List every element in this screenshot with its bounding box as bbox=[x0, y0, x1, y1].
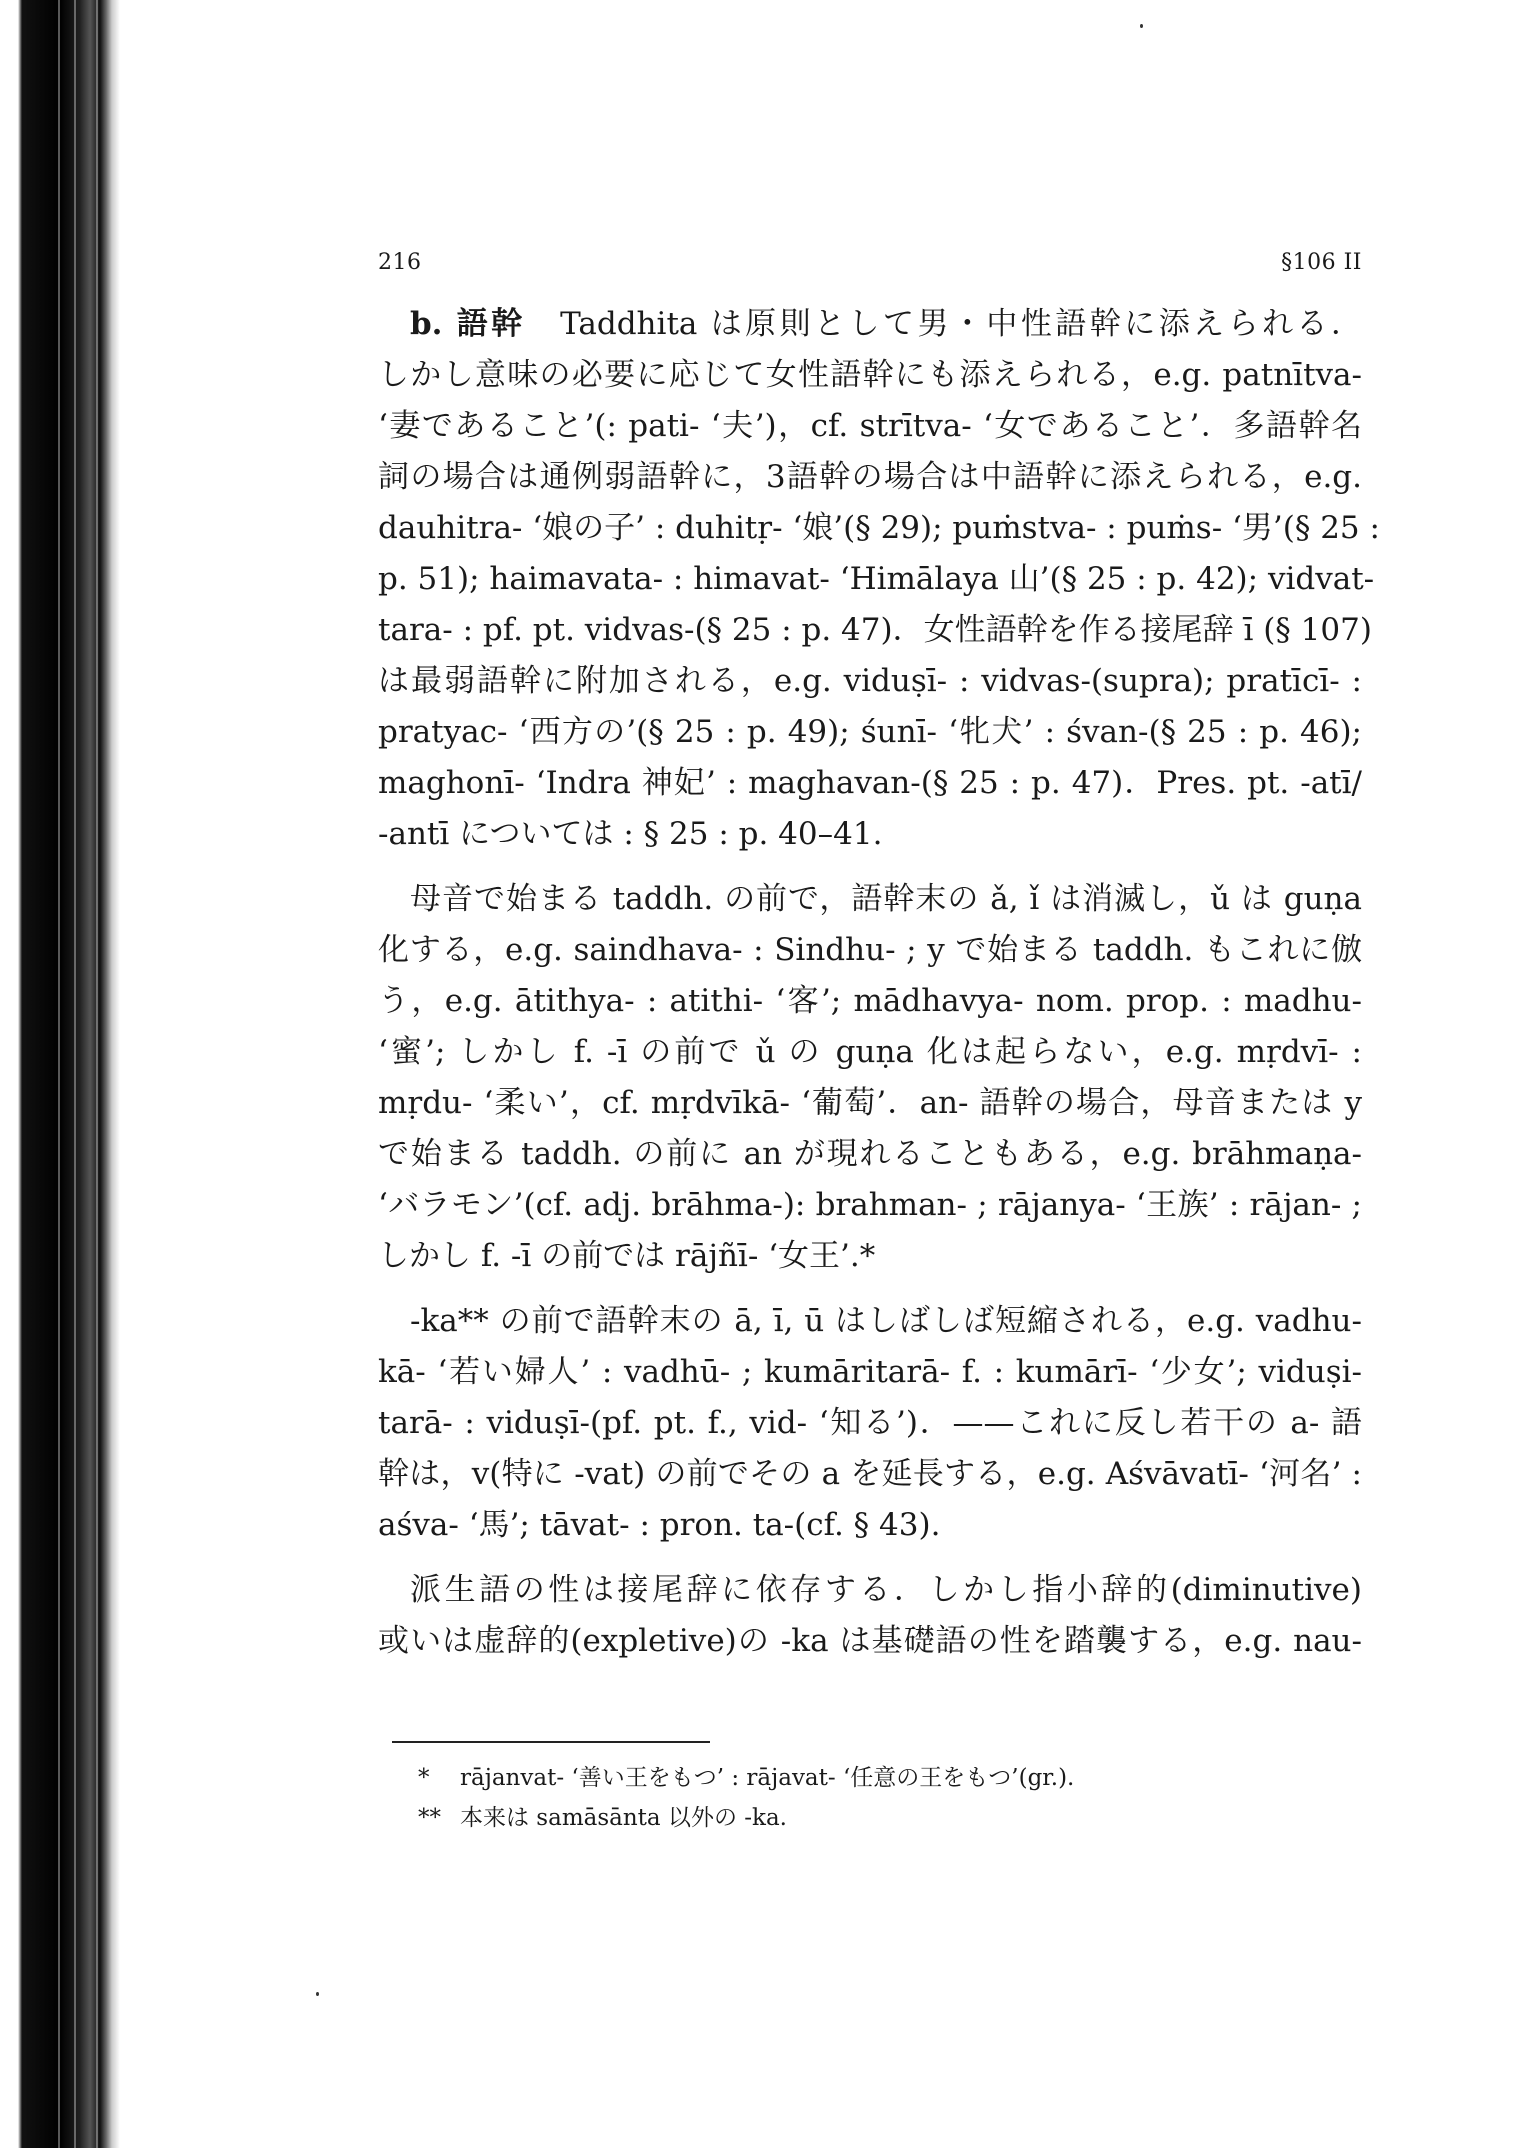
text-line: tarā- : viduṣī-(pf. pt. f., vid- ‘知る’)．——これに反し若干の a- 語 bbox=[378, 1405, 1362, 1441]
section-reference: §106 II bbox=[1281, 250, 1362, 275]
footnote-mark: ** bbox=[418, 1805, 441, 1831]
paragraph-3 bbox=[378, 1296, 1362, 1551]
text-line: dauhitra- ‘娘の子’ : duhitṛ- ‘娘’(§ 29); puṁstva- : puṁs- ‘男’(§ 25 : bbox=[378, 510, 1380, 546]
text-line: b. 語幹 Taddhita は原則として男・中性語幹に添えられる． bbox=[410, 306, 1362, 342]
text-line: ‘バラモン’(cf. adj. brāhma-): brahman- ; rājanya- ‘王族’ : rājan- ; bbox=[378, 1187, 1362, 1223]
text-line: pratyac- ‘西方の’(§ 25 : p. 49); śunī- ‘牝犬’ : śvan-(§ 25 : p. 46); bbox=[378, 714, 1362, 750]
section-heading: b. 語幹 bbox=[410, 306, 526, 342]
paragraph-2 bbox=[378, 874, 1362, 1282]
page-body bbox=[378, 250, 1380, 1667]
footnotes bbox=[418, 1758, 1074, 1838]
text-line: 化する，e.g. saindhava- : Sindhu- ; y で始まる taddh. もこれに倣 bbox=[378, 932, 1362, 968]
text-line: tara- : pf. pt. vidvas-(§ 25 : p. 47)．女性語幹を作る接尾辞 ī (§ 107) bbox=[378, 612, 1372, 648]
text-line: p. 51); haimavata- : himavat- ‘Himālaya 山’(§ 25 : p. 42); vidvat- bbox=[378, 561, 1375, 597]
text-line: ‘蜜’; しかし f. -ī の前で ǔ の guṇa 化は起らない，e.g. mṛdvī- : bbox=[378, 1034, 1362, 1070]
text-line: で始まる taddh. の前に an が現れることもある，e.g. brāhmaṇa- bbox=[378, 1136, 1362, 1172]
text-line: 詞の場合は通例弱語幹に，3語幹の場合は中語幹に添えられる，e.g. bbox=[378, 459, 1362, 495]
text-line: mṛdu- ‘柔い’，cf. mṛdvīkā- ‘葡萄’．an- 語幹の場合，母音または y bbox=[378, 1085, 1362, 1121]
scan-speck bbox=[1140, 24, 1143, 28]
page-number: 216 bbox=[378, 250, 422, 275]
text-line: -antī については : § 25 : p. 40–41. bbox=[378, 816, 883, 852]
text-line: う，e.g. ātithya- : atithi- ‘客’; mādhavya- nom. prop. : madhu- bbox=[378, 983, 1362, 1019]
text-line: しかし意味の必要に応じて女性語幹にも添えられる，e.g. patnītva- bbox=[378, 357, 1362, 393]
text-line: しかし f. -ī の前では rājñī- ‘女王’.* bbox=[378, 1238, 876, 1274]
text-line: は最弱語幹に附加される，e.g. viduṣī- : vidvas-(supra); pratīcī- : bbox=[378, 663, 1362, 699]
text-line: 母音で始まる taddh. の前で，語幹末の ǎ, ǐ は消滅し，ǔ は guṇa bbox=[410, 881, 1362, 917]
text-line: 派生語の性は接尾辞に依存する．しかし指小辞的(diminutive) bbox=[410, 1572, 1362, 1608]
text-line: -ka** の前で語幹末の ā, ī, ū はしばしば短縮される，e.g. vadhu- bbox=[410, 1303, 1362, 1339]
paragraph-4 bbox=[378, 1565, 1362, 1667]
footnote-mark: * bbox=[418, 1765, 430, 1791]
text-line: maghonī- ‘Indra 神妃’ : maghavan-(§ 25 : p. 47)．Pres. pt. -atī/ bbox=[378, 765, 1362, 801]
book-binding-shadow bbox=[0, 0, 120, 2148]
running-header bbox=[378, 250, 1362, 275]
text-line: aśva- ‘馬’; tāvat- : pron. ta-(cf. § 43). bbox=[378, 1507, 941, 1543]
text-line: kā- ‘若い婦人’ : vadhū- ; kumāritarā- f. : kumārī- ‘少女’; viduṣi- bbox=[378, 1354, 1362, 1390]
footnote-rule bbox=[392, 1741, 710, 1743]
scan-speck bbox=[316, 1992, 319, 1996]
paragraph-1 bbox=[378, 299, 1380, 860]
text-line: 幹は，v(特に -vat) の前でその a を延長する，e.g. Aśvāvatī- ‘河名’ : bbox=[378, 1456, 1362, 1492]
footnote-2 bbox=[418, 1798, 1074, 1838]
footnote-text: rājanvat- ‘善い王をもつ’ : rājavat- ‘任意の王をもつ’(gr.). bbox=[460, 1765, 1075, 1791]
footnote-1 bbox=[418, 1758, 1074, 1798]
text-line: ‘妻であること’(: pati- ‘夫’)，cf. strītva- ‘女であること’．多語幹名 bbox=[378, 408, 1362, 444]
footnote-text: 本来は samāsānta 以外の -ka. bbox=[460, 1805, 787, 1831]
text-line: 或いは虚辞的(expletive)の -ka は基礎語の性を踏襲する，e.g. nau- bbox=[378, 1623, 1362, 1659]
